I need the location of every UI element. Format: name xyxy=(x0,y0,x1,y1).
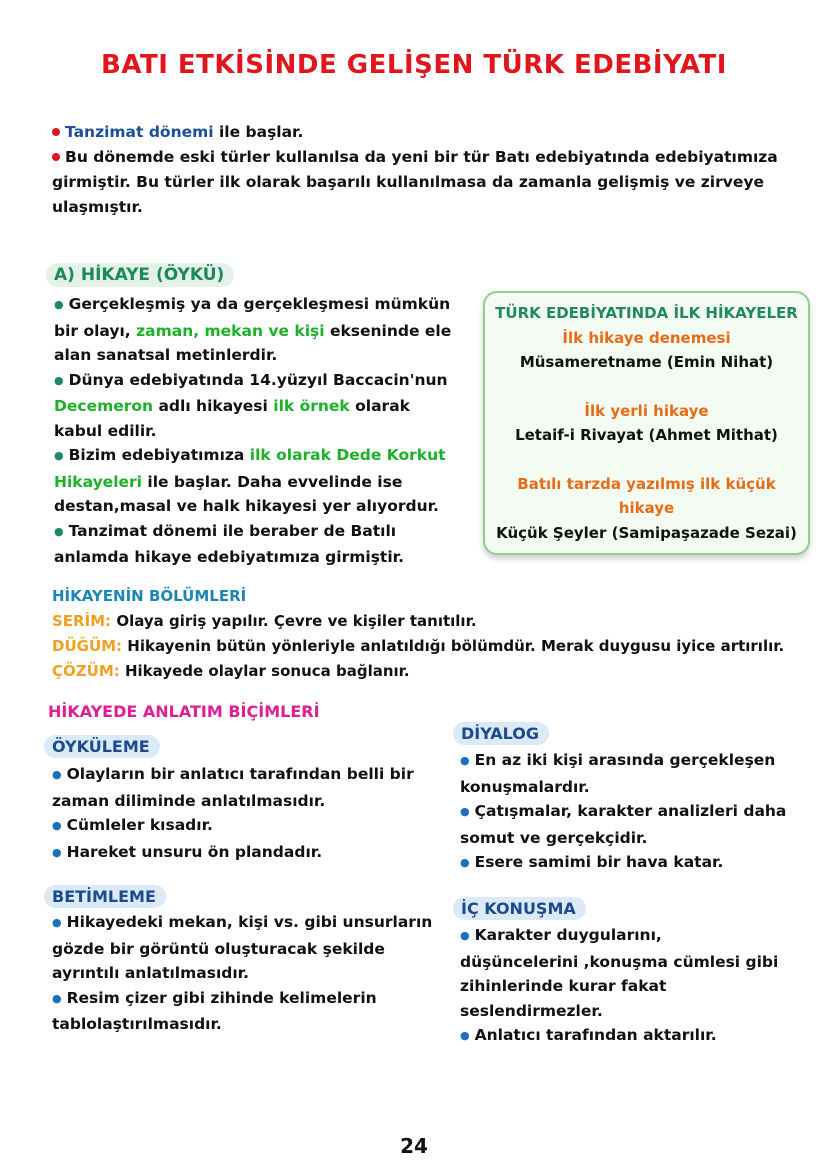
betimleme-label: BETİMLEME xyxy=(44,885,166,908)
hikaye-bullet-3: ● Bizim edebiyatımıza ilk olarak Dede Korkut xyxy=(54,443,474,470)
box-value-2: Letaif-i Rivayat (Ahmet Mithat) xyxy=(515,426,778,444)
hikaye-heading: A) HİKAYE (ÖYKÜ) xyxy=(46,263,234,287)
box-value-1: Müsameretname (Emin Nihat) xyxy=(519,353,774,371)
red-bullet-icon xyxy=(52,128,60,136)
oykuleme-list: ● Olayların bir anlatıcı tarafından belli bir zaman diliminde anlatılmasıdır. ● Cümleler kısadır. ● Hareket unsuru ön plandadır. xyxy=(52,762,452,866)
intro-line-4: ulaşmıştır. xyxy=(52,198,143,216)
intro-line-3: girmiştir. Bu türler ilk olarak başarılı kullanılmasa da zamanla gelişmiş ve zirveye xyxy=(52,173,764,191)
intro-line-2: Bu dönemde eski türler kullanılsa da yeni bir tür Batı edebiyatında edebiyatımıza xyxy=(52,145,792,170)
part-serim: SERİM: Olaya giriş yapılır. Çevre ve kişiler tanıtılır. xyxy=(52,612,477,630)
hikaye-bullet-2: ● Dünya edebiyatında 14.yüzyıl Baccacin'nun xyxy=(54,368,474,395)
narration-heading: HİKAYEDE ANLATIM BİÇİMLERİ xyxy=(48,702,320,721)
page-number: 24 xyxy=(400,1134,428,1158)
betimleme-list: ● Hikayedeki mekan, kişi vs. gibi unsurların gözde bir görüntü oluşturacak şekilde ayrıntılı anlatılmasıdır. ● Resim çizer gibi zihinde kelimelerin tablolaştırılmasıdır. xyxy=(52,910,452,1037)
diyalog-list: ● En az iki kişi arasında gerçekleşen konuşmalardır. ● Çatışmalar, karakter analizleri daha somut ve gerçekçidir. ● Esere samimi bir hava katar. xyxy=(460,748,810,877)
ic-konusma-label: İÇ KONUŞMA xyxy=(453,897,586,920)
intro-section xyxy=(52,120,792,220)
part-dugum: DÜĞÜM: Hikayenin bütün yönleriyle anlatıldığı bölümdür. Merak duygusu iyice artırılır. xyxy=(52,637,785,655)
parts-heading: HİKAYENİN BÖLÜMLERİ xyxy=(52,587,247,605)
hikaye-bullets: ● Gerçekleşmiş ya da gerçekleşmesi mümkün bir olayı, zaman, mekan ve kişi ekseninde ele alan sanatsal metinlerdir. ● Dünya edebiyatında 14.yüzyıl Baccacin'nun Decemeron adlı hikayesi ilk örnek olarak kabul edilir. ● Bizim edebiyatımıza ilk olarak Dede Korkut Hikayeleri ile başlar. Daha evvelinde ise destan,masal ve halk hikayesi yer alıyordur. ● Tanzimat dönemi ile beraber de Batılı anlamda hikaye edebiyatımıza girmiştir. xyxy=(54,292,474,570)
diyalog-label: DİYALOG xyxy=(453,722,549,745)
page-title: BATI ETKİSİNDE GELİŞEN TÜRK EDEBİYATI xyxy=(101,50,727,80)
box-value-3: Küçük Şeyler (Samipaşazade Sezai) xyxy=(496,523,797,542)
story-parts-section xyxy=(52,584,812,684)
box-title: TÜRK EDEBİYATINDA İLK HİKAYELER xyxy=(495,304,798,322)
first-stories-box xyxy=(483,291,810,555)
box-label-3b: hikaye xyxy=(618,499,675,517)
box-label-2: İlk yerli hikaye xyxy=(584,401,709,420)
intro-line-1: Tanzimat dönemi ile başlar. xyxy=(52,120,792,145)
box-label-3a: Batılı tarzda yazılmış ilk küçük xyxy=(517,474,776,493)
ic-konusma-list: ● Karakter duygularını, düşüncelerini ,konuşma cümlesi gibi zihinlerinde kurar fakat seslendirmezler. ● Anlatıcı tarafından aktarılır. xyxy=(460,923,810,1050)
box-label-1: İlk hikaye denemesi xyxy=(562,328,731,347)
hikaye-bullet-4: ● Tanzimat dönemi ile beraber de Batılı xyxy=(54,519,474,546)
part-cozum: ÇÖZÜM: Hikayede olaylar sonuca bağlanır. xyxy=(52,662,410,680)
oykuleme-label: ÖYKÜLEME xyxy=(44,735,160,758)
hikaye-bullet-1: ● Gerçekleşmiş ya da gerçekleşmesi mümkün xyxy=(54,292,474,319)
red-bullet-icon xyxy=(52,153,60,161)
intro-highlight: Tanzimat dönemi xyxy=(65,123,214,141)
